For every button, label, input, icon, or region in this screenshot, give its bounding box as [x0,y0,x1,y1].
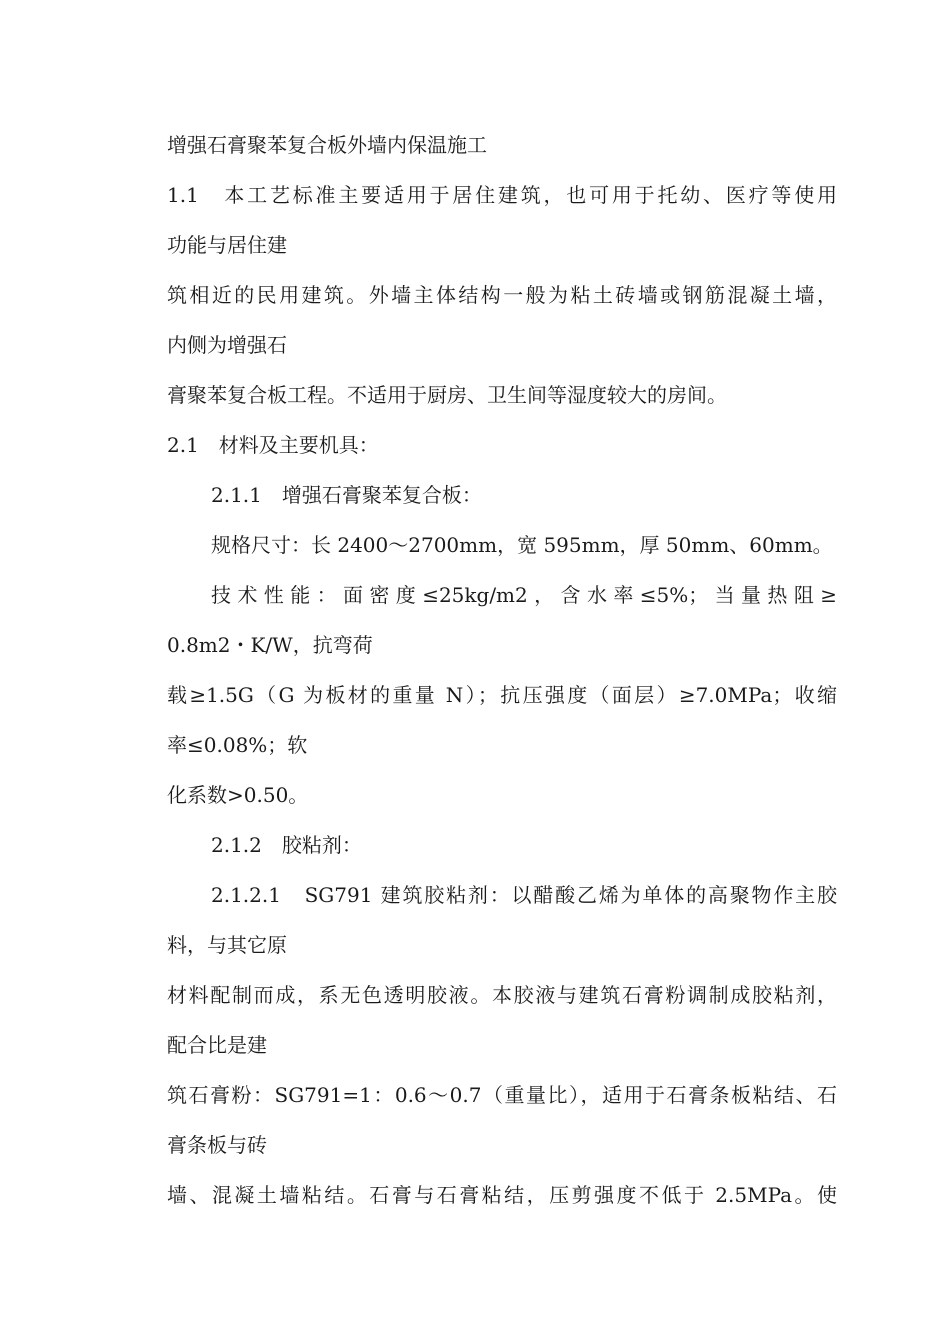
paragraph-line: 0.8m2・K/W，抗弯荷 [167,633,373,657]
subsection-heading: 2.1.2 胶粘剂： [211,833,362,857]
paragraph-line: 规格尺寸：长 2400～2700mm，宽 595mm，厚 50mm、60mm。 [211,533,833,557]
paragraph-line: 化系数>0.50。 [167,783,309,807]
document-title: 增强石膏聚苯复合板外墙内保温施工 [167,133,487,157]
paragraph-line: 材料配制而成，系无色透明胶液。本胶液与建筑石膏粉调制成胶粘剂， [167,983,837,1007]
paragraph-line: 墙、混凝土墙粘结。石膏与石膏粘结，压剪强度不低于 2.5MPa。使 [167,1183,837,1207]
paragraph-line: 筑相近的民用建筑。外墙主体结构一般为粘土砖墙或钢筋混凝土墙， [167,283,837,307]
paragraph-line: 膏聚苯复合板工程。不适用于厨房、卫生间等湿度较大的房间。 [167,383,727,407]
subsection-heading: 2.1.1 增强石膏聚苯复合板： [211,483,482,507]
paragraph-line: 筑石膏粉：SG791=1：0.6～0.7（重量比），适用于石膏条板粘结、石 [167,1083,837,1107]
paragraph-line: 技术性能：面密度≤25kg/m2，含水率≤5%；当量热阻≥ [211,583,837,607]
paragraph-line: 功能与居住建 [167,233,287,257]
paragraph-line: 2.1.2.1 SG791 建筑胶粘剂：以醋酸乙烯为单体的高聚物作主胶 [211,883,837,907]
paragraph-line: 1.1 本工艺标准主要适用于居住建筑，也可用于托幼、医疗等使用 [167,183,837,207]
paragraph-line: 料，与其它原 [167,933,287,957]
paragraph-line: 配合比是建 [167,1033,267,1057]
document-body [167,120,837,1220]
section-heading: 2.1 材料及主要机具： [167,433,379,457]
paragraph-line: 内侧为增强石 [167,333,287,357]
paragraph-line: 膏条板与砖 [167,1133,267,1157]
paragraph-line: 载≥1.5G（G 为板材的重量 N）；抗压强度（面层）≥7.0MPa；收缩 [167,683,837,707]
paragraph-line: 率≤0.08%；软 [167,733,308,757]
